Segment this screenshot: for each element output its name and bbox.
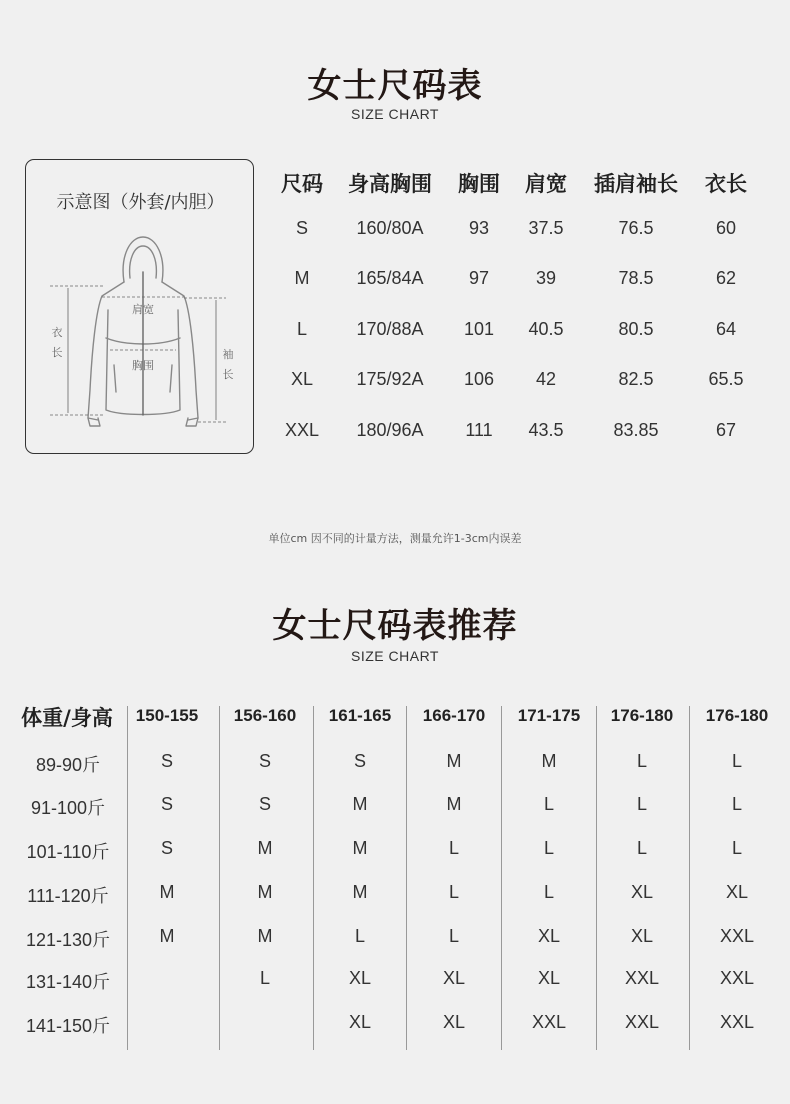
size-table-cell: 93 bbox=[468, 218, 490, 238]
size-table-header: 插肩袖长 bbox=[594, 172, 678, 196]
size-recommendation: XL bbox=[630, 926, 654, 946]
weight-label: 91-100斤 bbox=[30, 798, 106, 818]
size-table-cell: 160/80A bbox=[356, 218, 424, 238]
size-recommendation: M bbox=[352, 838, 368, 858]
size-recommendation: L bbox=[354, 926, 365, 946]
size-recommendation: S bbox=[353, 751, 366, 771]
size-recommendation: L bbox=[636, 751, 647, 771]
size-table-cell: 76.5 bbox=[618, 218, 654, 238]
size-table-cell: 40.5 bbox=[528, 319, 564, 339]
length-label: 衣长 bbox=[51, 326, 63, 359]
height-header: 166-170 bbox=[422, 706, 486, 725]
size-recommendation: XL bbox=[442, 1012, 466, 1032]
size-table-cell: 65.5 bbox=[708, 369, 744, 389]
size-recommendation: L bbox=[448, 838, 459, 858]
size-table-cell: S bbox=[295, 218, 308, 238]
size-recommendation: XXL bbox=[719, 926, 755, 946]
column-divider bbox=[406, 706, 407, 1050]
size-recommendation: S bbox=[160, 794, 173, 814]
size-table-cell: 64 bbox=[715, 319, 737, 339]
size-table-cell: 175/92A bbox=[356, 369, 424, 389]
size-recommendation: M bbox=[159, 882, 175, 902]
column-divider bbox=[313, 706, 314, 1050]
shoulder-label: 肩宽 bbox=[132, 303, 154, 316]
height-header: 156-160 bbox=[233, 706, 297, 725]
weight-label: 121-130斤 bbox=[25, 930, 111, 950]
size-recommendation: XL bbox=[442, 968, 466, 988]
jacket-diagram-box bbox=[25, 159, 254, 454]
column-divider bbox=[596, 706, 597, 1050]
size-recommendation: XXL bbox=[624, 1012, 660, 1032]
size-recommendation: S bbox=[160, 751, 173, 771]
size-recommendation: XXL bbox=[531, 1012, 567, 1032]
size-recommendation: L bbox=[636, 794, 647, 814]
size-recommendation: XXL bbox=[719, 1012, 755, 1032]
size-recommendation: XL bbox=[348, 968, 372, 988]
size-chart-subtitle: SIZE CHART bbox=[351, 106, 439, 122]
column-divider bbox=[689, 706, 690, 1050]
diagram-caption: 示意图（外套/内胆） bbox=[56, 192, 225, 213]
size-recommendation: L bbox=[448, 926, 459, 946]
sleeve-label: 袖长 bbox=[222, 348, 234, 381]
size-recommendation: M bbox=[257, 838, 273, 858]
size-recommendation: S bbox=[258, 751, 271, 771]
size-table-cell: 180/96A bbox=[356, 420, 424, 440]
size-table-cell: 78.5 bbox=[618, 268, 654, 288]
size-recommendation: M bbox=[257, 926, 273, 946]
size-recommendation: XXL bbox=[719, 968, 755, 988]
chest-label: 胸围 bbox=[132, 359, 154, 372]
size-table-cell: XL bbox=[290, 369, 314, 389]
weight-label: 89-90斤 bbox=[35, 755, 101, 775]
size-recommendation: S bbox=[258, 794, 271, 814]
size-table-cell: 82.5 bbox=[618, 369, 654, 389]
height-header: 171-175 bbox=[517, 706, 581, 725]
size-recommendation: L bbox=[448, 882, 459, 902]
weight-label: 111-120斤 bbox=[27, 886, 109, 906]
size-recommendation: L bbox=[543, 794, 554, 814]
size-table-header: 衣长 bbox=[705, 172, 747, 196]
size-recommendation: M bbox=[352, 882, 368, 902]
size-table-cell: 111 bbox=[465, 420, 493, 440]
size-recommendation: S bbox=[160, 838, 173, 858]
recommend-title: 女士尺码表推荐 bbox=[272, 606, 518, 646]
size-recommendation: XXL bbox=[624, 968, 660, 988]
size-recommendation: M bbox=[446, 751, 462, 771]
corner-header: 体重/身高 bbox=[21, 706, 113, 730]
size-recommendation: L bbox=[731, 838, 742, 858]
size-table-cell: 97 bbox=[468, 268, 490, 288]
size-recommendation: L bbox=[259, 968, 270, 988]
size-recommendation: XL bbox=[537, 968, 561, 988]
size-recommendation: XL bbox=[537, 926, 561, 946]
size-recommendation: M bbox=[541, 751, 557, 771]
size-table-header: 胸围 bbox=[458, 172, 500, 196]
size-recommendation: XL bbox=[348, 1012, 372, 1032]
weight-label: 141-150斤 bbox=[25, 1016, 111, 1036]
measurement-note: 单位cm 因不同的计量方法，测量允许1-3cm内误差 bbox=[268, 532, 522, 545]
size-recommendation: L bbox=[731, 751, 742, 771]
size-table-cell: M bbox=[294, 268, 310, 288]
size-recommendation: L bbox=[543, 882, 554, 902]
size-table-cell: 80.5 bbox=[618, 319, 654, 339]
size-table-cell: 106 bbox=[463, 369, 495, 389]
size-recommendation: M bbox=[257, 882, 273, 902]
size-table-cell: 43.5 bbox=[528, 420, 564, 440]
size-table-cell: XXL bbox=[284, 420, 320, 440]
size-table-cell: L bbox=[296, 319, 307, 339]
size-table-header: 身高胸围 bbox=[348, 172, 432, 196]
size-recommendation: M bbox=[352, 794, 368, 814]
size-table-cell: 37.5 bbox=[528, 218, 564, 238]
size-recommendation: L bbox=[731, 794, 742, 814]
size-table-cell: 170/88A bbox=[356, 319, 424, 339]
size-chart-title: 女士尺码表 bbox=[307, 66, 483, 106]
column-divider bbox=[219, 706, 220, 1050]
size-table-header: 肩宽 bbox=[525, 172, 567, 196]
size-table-cell: 39 bbox=[535, 268, 557, 288]
size-recommendation: L bbox=[636, 838, 647, 858]
height-header: 161-165 bbox=[328, 706, 392, 725]
size-table-cell: 67 bbox=[715, 420, 737, 440]
height-header: 150-155 bbox=[135, 706, 199, 725]
height-header: 176-180 bbox=[705, 706, 769, 725]
size-recommendation: M bbox=[159, 926, 175, 946]
size-table-cell: 42 bbox=[535, 369, 557, 389]
height-header: 176-180 bbox=[610, 706, 674, 725]
size-recommendation: XL bbox=[725, 882, 749, 902]
size-recommendation: L bbox=[543, 838, 554, 858]
size-table-cell: 101 bbox=[463, 319, 495, 339]
size-recommendation: XL bbox=[630, 882, 654, 902]
recommend-subtitle: SIZE CHART bbox=[351, 648, 439, 664]
weight-label: 101-110斤 bbox=[26, 842, 110, 862]
size-recommendation: M bbox=[446, 794, 462, 814]
size-table-cell: 83.85 bbox=[613, 420, 659, 440]
weight-label: 131-140斤 bbox=[25, 972, 111, 992]
size-table-cell: 165/84A bbox=[356, 268, 424, 288]
size-table-cell: 62 bbox=[715, 268, 737, 288]
size-table-header: 尺码 bbox=[281, 172, 323, 196]
jacket-illustration-icon bbox=[26, 160, 255, 455]
size-table-cell: 60 bbox=[715, 218, 737, 238]
column-divider bbox=[501, 706, 502, 1050]
